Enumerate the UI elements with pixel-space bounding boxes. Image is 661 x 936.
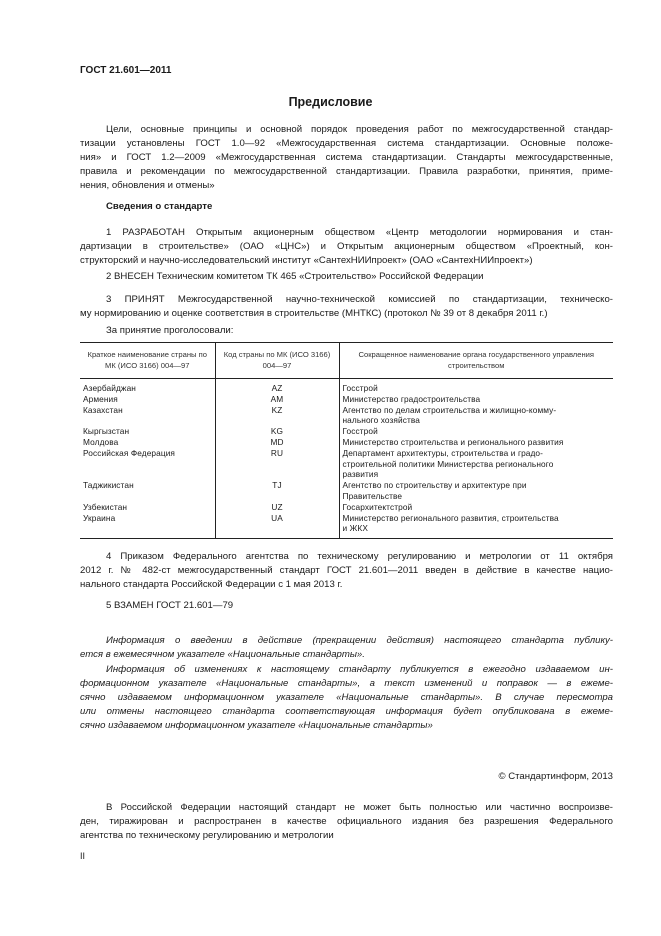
notice-line: сячно издаваемом информационном указателе «Национальные стандарты». В случае пересмотра [80, 692, 613, 703]
country-code-cell: KZ [215, 405, 339, 427]
table-row [80, 513, 613, 539]
intro-line: ния» и ГОСТ 1.2—2009 «Межгосударственная система стандартизации. Стандарты межгосударственные, [80, 152, 613, 163]
item-1-line: структорский и научно-исследовательский институт «СантехНИИпроект» (ОАО «СантехНИИпроект») [80, 255, 533, 266]
page-number: II [80, 851, 86, 861]
page-title: Предисловие [288, 95, 373, 109]
legal-paragraph [80, 801, 613, 843]
table-row [80, 394, 613, 405]
table-row [80, 405, 613, 427]
country-code-cell: UZ [215, 502, 339, 513]
table-row [80, 448, 613, 480]
item-4-paragraph [80, 550, 613, 592]
notice-line: формационном указателе «Национальные стандарты», а текст изменений и поправок — в ежеме- [80, 678, 613, 689]
notice-publication-paragraph [80, 634, 613, 662]
item-4-line: 2012 г. № 482-ст межгосударственный стандарт ГОСТ 21.601—2011 введен в действие в качестве нацио- [80, 565, 613, 576]
item-3-line: му нормированию и оценке соответствия в строительстве (МНТКС) (протокол № 39 от 8 декабря 2011 г.) [80, 308, 548, 319]
standard-info-heading: Сведения о стандарте [106, 201, 213, 212]
country-code-cell: RU [215, 448, 339, 480]
legal-line: ден, тиражирован и распространен в качестве официального издания без разрешения Федерального [80, 816, 613, 827]
table-row [80, 437, 613, 448]
table-row [80, 480, 613, 502]
copyright-notice: © Стандартинформ, 2013 [498, 771, 613, 782]
authority-name-cell: Госстрой [339, 379, 613, 394]
country-name-cell: Кыргызстан [83, 426, 130, 437]
authority-name-cell: Министерство строительства и регионального развития [339, 437, 613, 448]
country-code-cell: TJ [215, 480, 339, 502]
table-row [80, 379, 613, 394]
authority-name-cell: Министерство регионального развития, строительства и ЖКХ [339, 513, 613, 539]
country-name-cell: Таджикистан [83, 480, 134, 491]
country-name-cell: Узбекистан [83, 501, 128, 512]
voted-label: За принятие проголосовали: [106, 325, 234, 336]
table-header-row [80, 343, 613, 379]
item-3-paragraph [80, 293, 613, 321]
table-row [80, 502, 613, 513]
country-code-cell: KG [215, 426, 339, 437]
country-name-cell: Российская Федерация [83, 447, 176, 458]
intro-line: тизации установлены ГОСТ 1.0—92 «Межгосударственная система стандартизации. Основные положе- [80, 138, 613, 149]
country-name-cell: Украина [80, 513, 215, 539]
authority-name-cell: Госстрой [339, 426, 613, 437]
intro-line: правила и рекомендации по межгосударственной стандартизации. Правила разработки, принятия, приме- [80, 166, 613, 177]
item-2-paragraph: 2 ВНЕСЕН Техническим комитетом ТК 465 «Строительство» Российской Федерации [106, 271, 484, 282]
authority-name-cell: Госархитектстрой [339, 502, 613, 513]
intro-line: Цели, основные принципы и основной порядок проведения работ по межгосударственной стандар- [106, 124, 613, 135]
item-1-line: 1 РАЗРАБОТАН Открытым акционерным обществом «Центр методологии нормирования и стан- [106, 227, 613, 238]
notice-changes-paragraph [80, 663, 613, 733]
country-name-cell: Казахстан [83, 404, 123, 415]
authority-name-cell: Министерство градостроительства [339, 394, 613, 405]
item-4-line: нального стандарта Российской Федерации с 1 мая 2013 г. [80, 579, 343, 590]
notice-line: Информация об изменениях к настоящему стандарту публикуется в ежегодно издаваемом ин- [106, 664, 613, 675]
country-code-cell: AM [215, 394, 339, 405]
authority-name-cell: Департамент архитектуры, строительства и градо- строительной политики Министерства регионального развития [339, 448, 613, 480]
notice-line: ется в ежемесячном указателе «Национальные стандарты». [80, 649, 365, 660]
item-5-paragraph: 5 ВЗАМЕН ГОСТ 21.601—79 [106, 600, 234, 611]
header-country-code: Код страны по МК (ИСО 3166) 004—97 [215, 343, 339, 379]
item-1-paragraph [80, 226, 613, 268]
intro-line: нения, обновления и отмены» [80, 180, 215, 191]
authority-name-cell: Агентство по строительству и архитектуре при Правительстве [339, 480, 613, 502]
legal-line: агентства по техническому регулированию и метрологии [80, 830, 334, 841]
notice-line: Информация о введении в действие (прекращении действия) настоящего стандарта публику- [106, 635, 613, 646]
country-name-cell: Молдова [83, 436, 119, 447]
authority-name-cell: Агентство по делам строительства и жилищно-комму- нального хозяйства [339, 405, 613, 427]
item-4-line: 4 Приказом Федерального агентства по техническому регулированию и метрологии от 11 октября [106, 551, 613, 562]
notice-line: или отмены настоящего стандарта соответствующая информация будет опубликована в ежеме- [80, 706, 613, 717]
country-code-cell: AZ [215, 379, 339, 394]
country-code-cell: MD [215, 437, 339, 448]
table-row [80, 426, 613, 437]
standard-code-header: ГОСТ 21.601—2011 [80, 65, 172, 76]
country-name-cell: Армения [83, 393, 118, 404]
item-3-line: 3 ПРИНЯТ Межгосударственной научно-технической комиссией по стандартизации, техническо- [106, 294, 613, 305]
legal-line: В Российской Федерации настоящий стандарт не может быть полностью или частично воспроизве- [106, 802, 613, 813]
notice-line: сячно издаваемом информационном указателе «Национальные стандарты» [80, 720, 433, 731]
item-1-line: дартизации в строительстве» (ОАО «ЦНС») и Открытым акционерным обществом «Проектный, кон- [80, 241, 613, 252]
header-authority-name: Сокращенное наименование органа государственного управления строительством [339, 343, 613, 379]
voting-table [80, 342, 613, 539]
country-name-cell: Азербайджан [83, 383, 136, 393]
country-code-cell: UA [215, 513, 339, 539]
intro-paragraph [80, 123, 613, 193]
header-country-name: Краткое наименование страны по МК (ИСО 3166) 004—97 [80, 343, 215, 379]
